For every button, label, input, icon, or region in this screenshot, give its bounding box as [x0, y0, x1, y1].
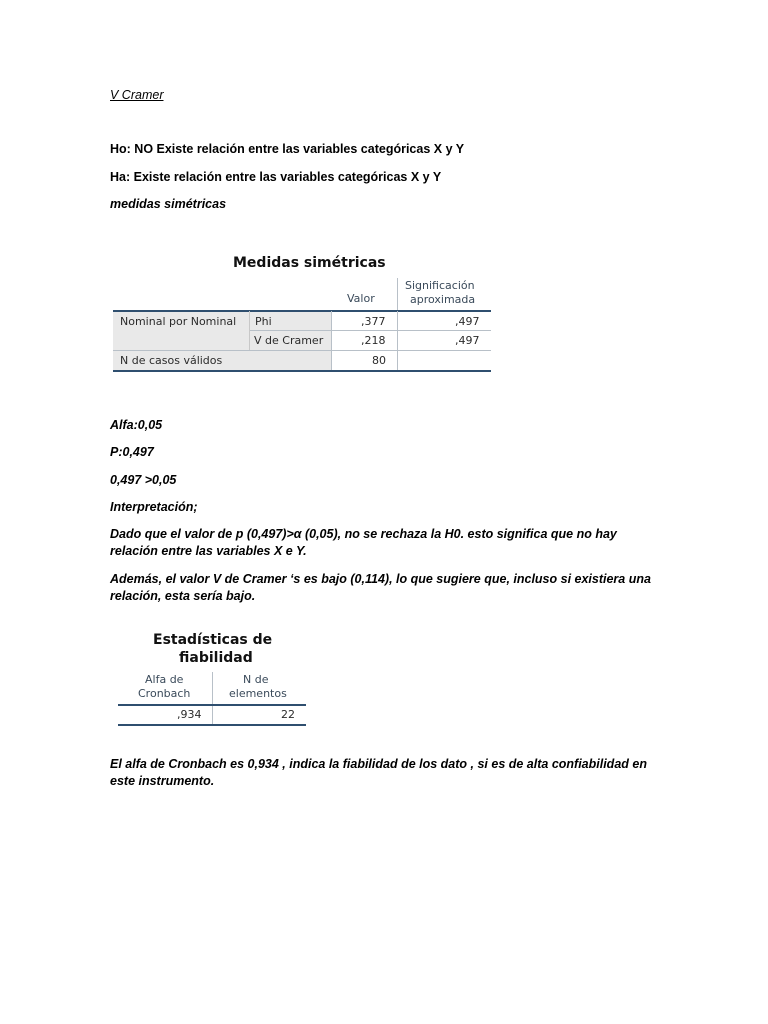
section-subheading: medidas simétricas: [110, 197, 227, 211]
cramer-valor: ,218: [361, 334, 386, 347]
column-divider: [249, 311, 250, 350]
document-heading: V Cramer: [110, 88, 164, 102]
table-top-rule: [118, 704, 306, 706]
table-title-line-2: fiabilidad: [179, 650, 253, 666]
table-bottom-rule: [113, 370, 491, 372]
table-top-rule: [113, 310, 491, 312]
table-title: Medidas simétricas: [233, 255, 386, 271]
interpretation-paragraph-2: Además, el valor V de Cramer ‘s es bajo (0,114), lo que sugiere que, incluso si existiera una relación, esta sería bajo.: [110, 572, 651, 603]
header-divider: [397, 278, 398, 310]
col-header-sig-2: aproximada: [410, 293, 476, 306]
alpha-line: Alfa:0,05: [110, 418, 163, 432]
interpretation-paragraph-1: Dado que el valor de p (0,497)>α (0,05), no se rechaza la H0. esto significa que no hay relación entre las variables X e Y.: [110, 527, 617, 558]
col-header-n-1: N de: [243, 673, 269, 686]
cramer-sig: ,497: [455, 334, 480, 347]
col-header-valor: Valor: [347, 292, 375, 305]
n-elements-value: 22: [281, 708, 295, 721]
row-group-label: Nominal por Nominal: [120, 315, 237, 328]
row-divider: [249, 330, 491, 331]
conclusion-paragraph: El alfa de Cronbach es 0,934 , indica la fiabilidad de los dato , si es de alta confiabilidad en este instrumento.: [110, 757, 647, 788]
col-header-n-2: elementos: [229, 687, 287, 700]
table-bottom-rule: [118, 724, 306, 726]
alternative-hypothesis: Ha: Existe relación entre las variables categóricas X y Y: [110, 170, 442, 184]
col-header-alfa-1: Alfa de: [145, 673, 184, 686]
row-label-cramer: V de Cramer: [254, 334, 324, 347]
row-divider: [113, 350, 491, 351]
interpretation-label: Interpretación;: [110, 500, 198, 514]
alfa-cronbach-value: ,934: [177, 708, 202, 721]
p-value-line: P:0,497: [110, 445, 154, 459]
col-header-sig-1: Significación: [405, 279, 475, 292]
n-valid-valor: 80: [372, 354, 386, 367]
column-divider: [397, 311, 398, 370]
phi-valor: ,377: [361, 315, 386, 328]
row-label-phi: Phi: [255, 315, 272, 328]
column-divider: [331, 311, 332, 370]
column-divider: [212, 672, 213, 725]
null-hypothesis: Ho: NO Existe relación entre las variables categóricas X y Y: [110, 142, 465, 156]
row-label-n-valid: N de casos válidos: [120, 354, 223, 367]
table-title-line-1: Estadísticas de: [153, 632, 273, 648]
comparison-line: 0,497 >0,05: [110, 473, 177, 487]
col-header-alfa-2: Cronbach: [138, 687, 191, 700]
phi-sig: ,497: [455, 315, 480, 328]
